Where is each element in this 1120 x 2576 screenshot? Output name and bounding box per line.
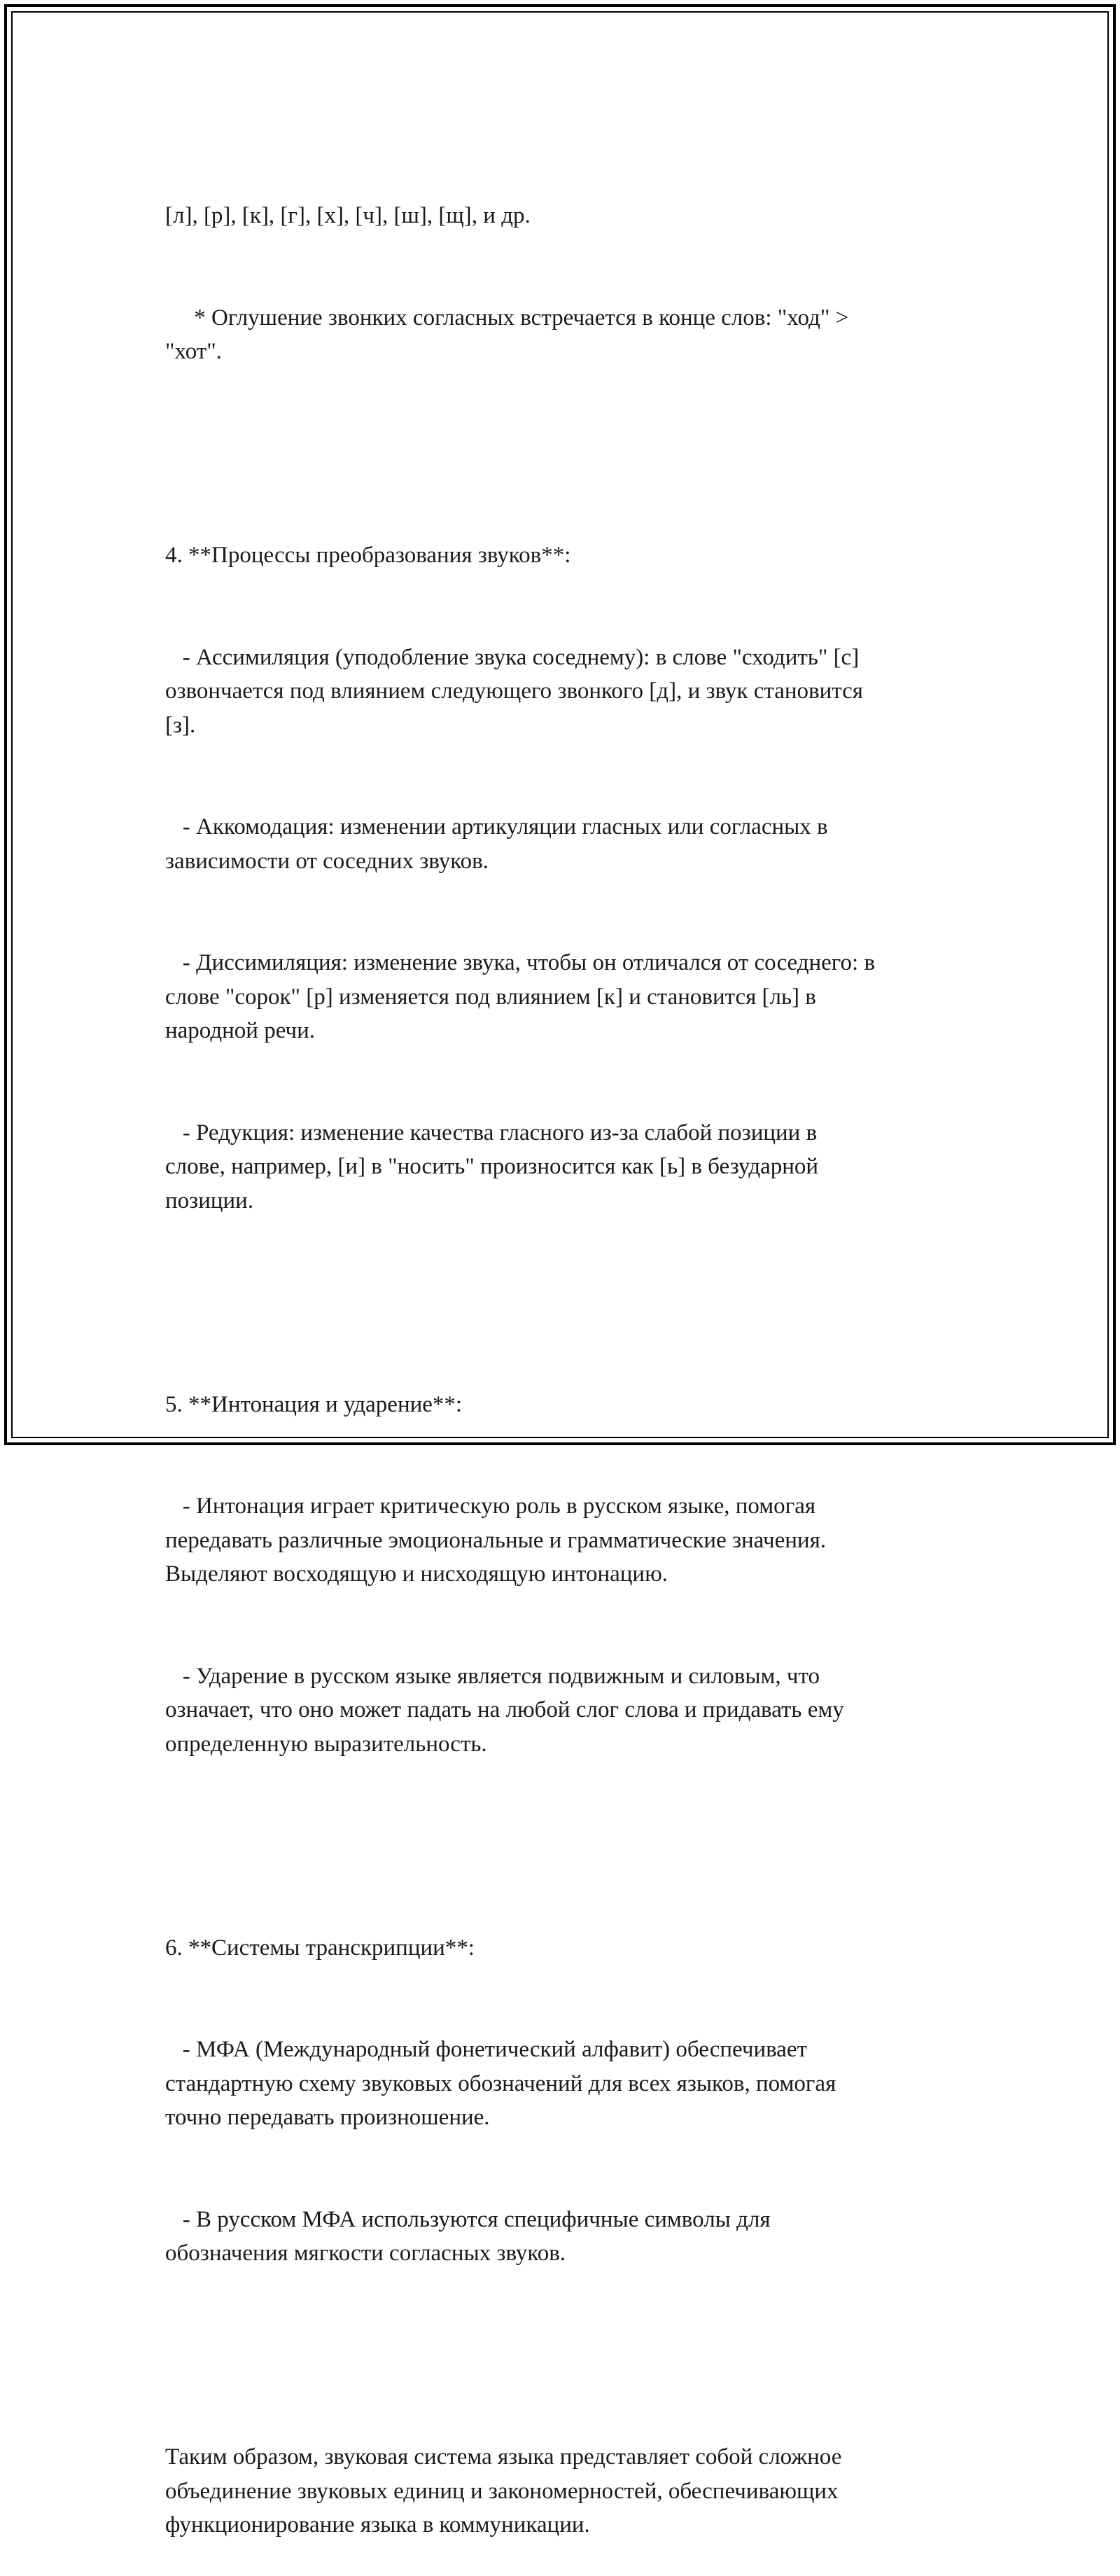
paragraph-gap xyxy=(165,1829,970,1863)
section-4-heading: 4. **Процессы преобразования звуков**: xyxy=(165,543,571,568)
assimilation-item: - Ассимиляция (уподобление звука соседнему): в слове "сходить" [с] озвончается под влиянием следующего звонкого [д], и звук становится [з]. xyxy=(165,644,863,738)
document-body xyxy=(165,131,970,2576)
stress-item: - Ударение в русском языке является подвижным и силовым, что означает, что оно может падать на любой слог слова и придавать ему определенную выразительность. xyxy=(165,1663,844,1757)
dissimilation-item: - Диссимиляция: изменение звука, чтобы он отличался от соседнего: в слове "сорок" [р] изменяется под влиянием [к] и становится [ль] в народной речи. xyxy=(165,950,876,1043)
consonant-list-line: [л], [р], [к], [г], [х], [ч], [ш], [щ], и др. xyxy=(165,203,531,228)
reduction-item: - Редукция: изменение качества гласного из-за слабой позиции в слове, например, [и] в "носить" произносится как [ь] в безударной позиции. xyxy=(165,1120,819,1213)
conclusion-paragraph: Таким образом, звуковая система языка представляет собой сложное объединение звуковых единиц и закономерностей, обеспечивающих функционирование языка в коммуникации. xyxy=(165,2444,842,2537)
paragraph-gap xyxy=(165,437,970,471)
section-6-heading: 6. **Системы транскрипции**: xyxy=(165,1935,475,1961)
devoicing-note: * Оглушение звонких согласных встречается в конце слов: "ход" > "хот". xyxy=(165,305,849,364)
section-5-heading: 5. **Интонация и ударение**: xyxy=(165,1391,463,1417)
intonation-item: - Интонация играет критическую роль в русском языке, помогая передавать различные эмоциональные и грамматические значения. Выделяют восходящую и нисходящую интонацию. xyxy=(165,1494,826,1587)
ipa-item: - МФА (Международный фонетический алфавит) обеспечивает стандартную схему звуковых обозначений для всех языков, помогая точно передавать произношение. xyxy=(165,2037,836,2130)
accommodation-item: - Аккомодация: изменении артикуляции гласных или согласных в зависимости от соседних звуков. xyxy=(165,814,828,874)
paragraph-gap xyxy=(165,1286,970,1320)
paragraph-gap xyxy=(165,2339,970,2373)
russian-ipa-item: - В русском МФА используются специфичные символы для обозначения мягкости согласных звуков. xyxy=(165,2206,771,2266)
